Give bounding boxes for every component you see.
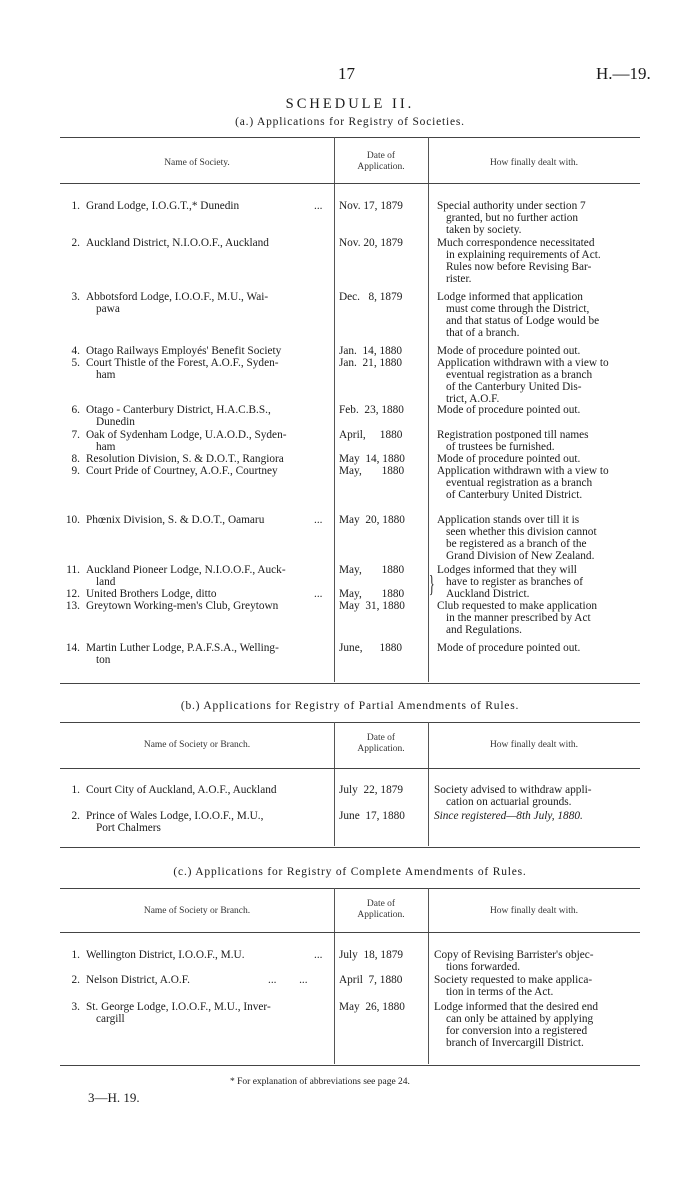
society-name: Resolution Division, S. & D.O.T., Rangiora — [86, 453, 284, 465]
society-name: Court Pride of Courtney, A.O.F., Courtney — [86, 465, 278, 477]
row-number: 2. — [71, 810, 80, 822]
leader-dots: ... — [314, 588, 323, 600]
society-name: Court Thistle of the Forest, A.O.F., Syden- — [86, 357, 279, 369]
row-number: 6. — [71, 404, 80, 416]
outcome-text: Application stands over till it is — [437, 514, 580, 526]
society-name: Otago Railways Employés' Benefit Society — [86, 345, 282, 357]
leader-dots: ... — [314, 949, 323, 961]
outcome-text: Copy of Revising Barrister's objec- — [434, 949, 594, 961]
application-date: May 20, 1880 — [339, 514, 405, 526]
application-date: June 17, 1880 — [339, 810, 405, 822]
application-date: Nov. 20, 1879 — [339, 237, 403, 249]
outcome-text: Mode of procedure pointed out. — [437, 345, 581, 357]
application-date: May, 1880 — [339, 465, 405, 477]
outcome-text-cont: eventual registration as a branch — [446, 477, 593, 489]
society-name: Phœnix Division, S. & D.O.T., Oamaru — [86, 514, 265, 526]
society-name: Auckland District, N.I.O.O.F., Auckland — [86, 237, 269, 249]
outcome-text: Lodges informed that they will — [437, 564, 577, 576]
outcome-text-cont: trict, A.O.F. — [446, 393, 500, 405]
row-number: 13. — [65, 600, 80, 612]
outcome-text: Lodge informed that the desired end — [434, 1001, 599, 1013]
page-reference: H.—19. — [596, 64, 651, 83]
society-name: Wellington District, I.O.O.F., M.U. — [86, 949, 245, 961]
table-a-bottom-rule — [60, 683, 640, 684]
col-header-dealt-b: How finally dealt with. — [489, 740, 579, 750]
row-number: 1. — [71, 784, 80, 796]
row-number: 14. — [65, 642, 80, 654]
outcome-text: Lodge informed that application — [437, 291, 583, 303]
society-name: Otago - Canterbury District, H.A.C.B.S., — [86, 404, 271, 416]
outcome-text-cont: Auckland District. — [446, 588, 530, 600]
society-name-cont: pawa — [96, 303, 120, 315]
page-signature: 3—H. 19. — [88, 1090, 140, 1105]
application-date: June, 1880 — [339, 642, 403, 654]
society-name-cont: Port Chalmers — [96, 822, 161, 834]
application-date: Dec. 8, 1879 — [339, 291, 403, 303]
section-a-title: (a.) Applications for Registry of Societies. — [235, 116, 465, 128]
col-header-name-c: Name of Society or Branch. — [143, 906, 251, 916]
society-name-cont: cargill — [96, 1013, 125, 1025]
footnote: * For explanation of abbreviations see page 24. — [230, 1077, 410, 1087]
row-number: 10. — [65, 514, 80, 526]
outcome-text-cont: in explaining requirements of Act. — [446, 249, 601, 261]
outcome-text-cont: seen whether this division cannot — [446, 526, 597, 538]
society-name: Prince of Wales Lodge, I.O.O.F., M.U., — [86, 810, 264, 822]
table-b-bottom-rule — [60, 847, 640, 848]
schedule-title: SCHEDULE II. — [285, 96, 415, 112]
outcome-text-cont: that of a branch. — [446, 327, 520, 339]
society-name: Oak of Sydenham Lodge, U.A.O.D., Syden- — [86, 429, 287, 441]
society-name: St. George Lodge, I.O.O.F., M.U., Inver- — [86, 1001, 271, 1013]
society-name: Nelson District, A.O.F. — [86, 974, 190, 986]
section-b-title: (b.) Applications for Registry of Partial Amendments of Rules. — [180, 700, 520, 712]
application-date: Nov. 17, 1879 — [339, 200, 403, 212]
table-c-header-rule — [60, 932, 640, 933]
col-header-dealt: How finally dealt with. — [489, 158, 579, 168]
outcome-text-cont: of Canterbury United District. — [446, 489, 583, 501]
brace-mark: } — [428, 572, 435, 598]
outcome-text-cont: cation on actuarial grounds. — [446, 796, 572, 808]
outcome-text: Mode of procedure pointed out. — [437, 453, 581, 465]
col-header-name-b: Name of Society or Branch. — [143, 740, 251, 750]
leader-dots: ... — [314, 514, 323, 526]
society-name-cont: ham — [96, 441, 116, 453]
section-c-title: (c.) Applications for Registry of Complete Amendments of Rules. — [173, 866, 527, 878]
application-date: July 22, 1879 — [339, 784, 404, 796]
application-date: May 26, 1880 — [339, 1001, 405, 1013]
outcome-text: Mode of procedure pointed out. — [437, 642, 581, 654]
outcome-text-cont: of trustees be furnished. — [446, 441, 555, 453]
outcome-text: Much correspondence necessitated — [437, 237, 595, 249]
row-number: 11. — [66, 564, 80, 576]
col-header-date-1: Date of — [366, 151, 396, 161]
outcome-text: Registration postponed till names — [437, 429, 589, 441]
outcome-text: Society requested to make applica- — [434, 974, 593, 986]
application-date: Feb. 23, 1880 — [339, 404, 404, 416]
society-name-cont: ton — [96, 654, 111, 666]
row-number: 3. — [71, 1001, 80, 1013]
society-name: Martin Luther Lodge, P.A.F.S.A., Welling- — [86, 642, 279, 654]
outcome-text: Application withdrawn with a view to — [437, 465, 609, 477]
outcome-text-cont: tions forwarded. — [446, 961, 521, 973]
society-name-cont: Dunedin — [96, 416, 135, 428]
application-date: May, 1880 — [339, 588, 405, 600]
table-b-top-rule — [60, 722, 640, 723]
outcome-text-cont: of the Canterbury United Dis- — [446, 381, 582, 393]
outcome-text-cont: can only be attained by applying — [446, 1013, 594, 1025]
outcome-text-cont: Grand Division of New Zealand. — [446, 550, 595, 562]
table-c-bottom-rule — [60, 1065, 640, 1066]
outcome-text-cont: be registered as a branch of the — [446, 538, 587, 550]
table-a-col-divider-1 — [334, 137, 335, 682]
outcome-text-cont: granted, but no further action — [446, 212, 579, 224]
application-date: Jan. 21, 1880 — [339, 357, 403, 369]
application-date: May 31, 1880 — [339, 600, 405, 612]
row-number: 4. — [71, 345, 80, 357]
outcome-text-cont: for conversion into a registered — [446, 1025, 588, 1037]
application-date: May, 1880 — [339, 564, 405, 576]
outcome-text: Special authority under section 7 — [437, 200, 586, 212]
outcome-text-cont: Rules now before Revising Bar- — [446, 261, 592, 273]
row-number: 1. — [71, 200, 80, 212]
row-number: 2. — [71, 974, 80, 986]
outcome-text-cont: in the manner prescribed by Act — [446, 612, 591, 624]
outcome-text-cont: have to register as branches of — [446, 576, 584, 588]
row-number: 5. — [71, 357, 80, 369]
col-header-date-b-2: Application. — [357, 744, 405, 754]
outcome-text: Society advised to withdraw appli- — [434, 784, 592, 796]
society-name: Auckland Pioneer Lodge, N.I.O.O.F., Auck- — [86, 564, 286, 576]
outcome-text-cont: eventual registration as a branch — [446, 369, 593, 381]
society-name: Grand Lodge, I.O.G.T.,* Dunedin — [86, 200, 240, 212]
application-date: July 18, 1879 — [339, 949, 404, 961]
row-number: 9. — [71, 465, 80, 477]
row-number: 12. — [65, 588, 80, 600]
row-number: 7. — [71, 429, 80, 441]
col-header-name: Name of Society. — [164, 158, 230, 168]
col-header-date-2: Application. — [357, 162, 405, 172]
table-a-top-rule — [60, 137, 640, 138]
page-number: 17 — [338, 64, 355, 83]
society-name: Greytown Working-men's Club, Greytown — [86, 600, 279, 612]
outcome-text-cont: and that status of Lodge would be — [446, 315, 600, 327]
society-name-cont: land — [96, 576, 116, 588]
society-name-cont: ham — [96, 369, 116, 381]
outcome-text: Since registered—8th July, 1880. — [434, 810, 583, 822]
outcome-text-cont: taken by society. — [446, 224, 522, 236]
application-date: April, 1880 — [339, 429, 403, 441]
outcome-text: Club requested to make application — [437, 600, 597, 612]
society-name: Abbotsford Lodge, I.O.O.F., M.U., Wai- — [86, 291, 269, 303]
row-number: 1. — [71, 949, 80, 961]
outcome-text-cont: and Regulations. — [446, 624, 522, 636]
table-b-header-rule — [60, 768, 640, 769]
application-date: May 14, 1880 — [339, 453, 405, 465]
society-name: United Brothers Lodge, ditto — [86, 588, 217, 600]
outcome-text: Application withdrawn with a view to — [437, 357, 609, 369]
outcome-text: Mode of procedure pointed out. — [437, 404, 581, 416]
outcome-text-cont: tion in terms of the Act. — [446, 986, 554, 998]
outcome-text-cont: must come through the District, — [446, 303, 590, 315]
society-name: Court City of Auckland, A.O.F., Auckland — [86, 784, 277, 796]
col-header-date-c-2: Application. — [357, 910, 405, 920]
leader-dots: ... ... — [268, 974, 308, 986]
col-header-date-c-1: Date of — [366, 899, 396, 909]
row-number: 8. — [71, 453, 80, 465]
outcome-text-cont: rister. — [446, 273, 472, 285]
table-a-header-rule — [60, 183, 640, 184]
row-number: 3. — [71, 291, 80, 303]
application-date: April 7, 1880 — [339, 974, 403, 986]
col-header-dealt-c: How finally dealt with. — [489, 906, 579, 916]
application-date: Jan. 14, 1880 — [339, 345, 403, 357]
leader-dots: ... — [314, 200, 323, 212]
row-number: 2. — [71, 237, 80, 249]
outcome-text-cont: branch of Invercargill District. — [446, 1037, 584, 1049]
col-header-date-b-1: Date of — [366, 733, 396, 743]
table-c-top-rule — [60, 888, 640, 889]
